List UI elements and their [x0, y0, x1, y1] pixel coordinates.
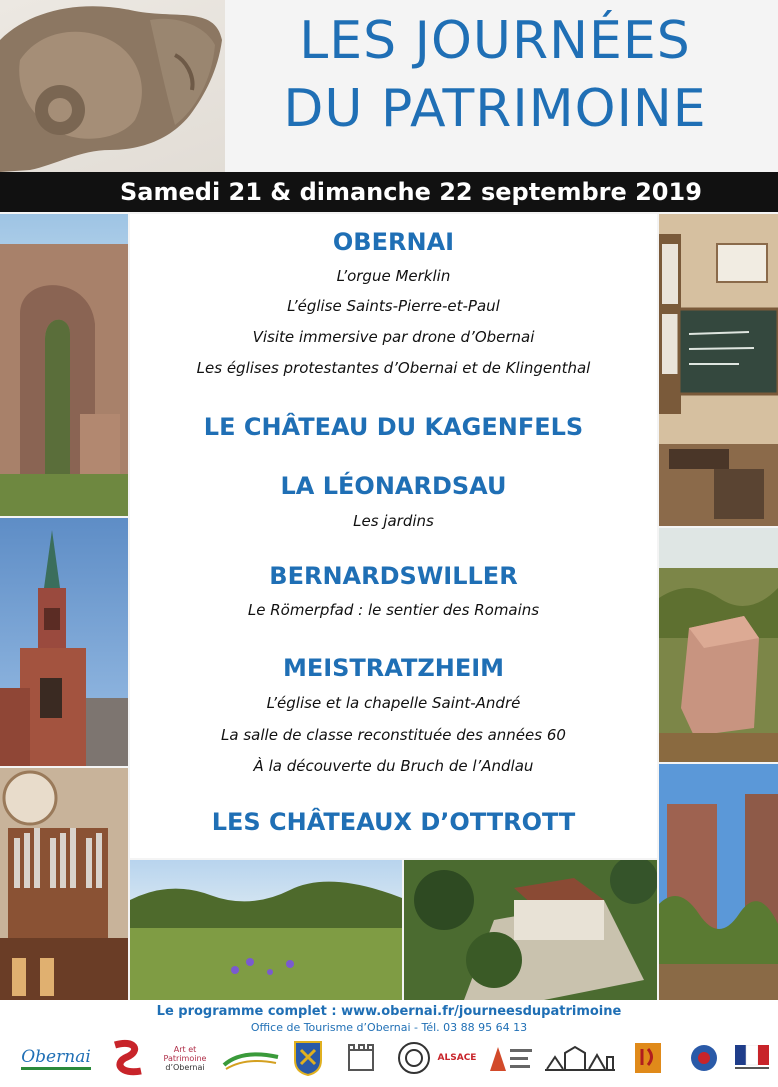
- leonardsau-aerial-photo: [404, 860, 657, 1000]
- program-item: Visite immersive par drone d’Obernai: [252, 328, 535, 346]
- location-obernai: OBERNAI: [332, 228, 455, 256]
- program-item: Les jardins: [353, 512, 434, 530]
- date-bar: [0, 172, 778, 212]
- republic-logo: [730, 1036, 774, 1080]
- program-link[interactable]: Le programme complet : www.obernai.fr/journeesdupatrimoine: [156, 1004, 622, 1019]
- partner-logo-red: [104, 1036, 152, 1080]
- village-sketch-logo: [542, 1036, 618, 1080]
- location-leonardsau: LA LÉONARDSAU: [280, 472, 507, 500]
- art-patrimoine-logo: Art et Patrimoine d’Obernai: [163, 1044, 207, 1072]
- title-line-2: DU PATRIMOINE: [283, 79, 707, 139]
- program-item: Les églises protestantes d’Obernai et de Klingenthal: [196, 359, 591, 377]
- classroom-photo: [659, 214, 778, 526]
- obernai-logo: [12, 1036, 100, 1080]
- event-dates: Samedi 21 & dimanche 22 septembre 2019: [120, 178, 702, 206]
- ottrott-castles-photo: [659, 764, 778, 1000]
- tourism-office-contact: Office de Tourisme d’Obernai - Tél. 03 88 95 64 13: [250, 1021, 528, 1034]
- organ-photo: [0, 768, 128, 1000]
- title-line-1: LES JOURNÉES: [299, 11, 691, 71]
- alsace-heritage-logo: [480, 1036, 538, 1080]
- program-item: La salle de classe reconstituée des années 60: [221, 726, 566, 744]
- program-item: À la découverte du Bruch de l’Andlau: [253, 757, 534, 775]
- church-tower-photo: [0, 518, 128, 766]
- program-item: L’orgue Merklin: [336, 267, 451, 285]
- coat-of-arms-logo: [288, 1036, 328, 1080]
- location-bernardswiller: BERNARDSWILLER: [269, 562, 518, 590]
- program-panel: [130, 214, 657, 858]
- location-kagenfels: LE CHÂTEAU DU KAGENFELS: [203, 413, 584, 441]
- castle-ruins-photo: [0, 214, 128, 516]
- location-meistratzheim: MEISTRATZHEIM: [282, 654, 505, 682]
- alsace-logo: ALSACE: [437, 1053, 477, 1063]
- tourism-office-logo: [220, 1036, 282, 1080]
- program-item: L’église et la chapelle Saint-André: [266, 694, 521, 712]
- program-item: L’église Saints-Pierre-et-Paul: [287, 297, 500, 315]
- obernai-logo-text: Obernai: [21, 1047, 91, 1070]
- orange-badge-logo: [628, 1036, 668, 1080]
- garden-meadow-photo: [130, 860, 402, 1000]
- roman-stone-photo: [659, 528, 778, 762]
- circle-emblem-logo: [684, 1036, 724, 1080]
- round-seal-logo: [394, 1036, 434, 1080]
- header-sculpture-photo: [0, 0, 225, 172]
- location-ottrott: LES CHÂTEAUX D’OTTROTT: [211, 808, 576, 836]
- program-item: Le Römerpfad : le sentier des Romains: [247, 601, 540, 619]
- castle-friends-logo: [336, 1036, 386, 1080]
